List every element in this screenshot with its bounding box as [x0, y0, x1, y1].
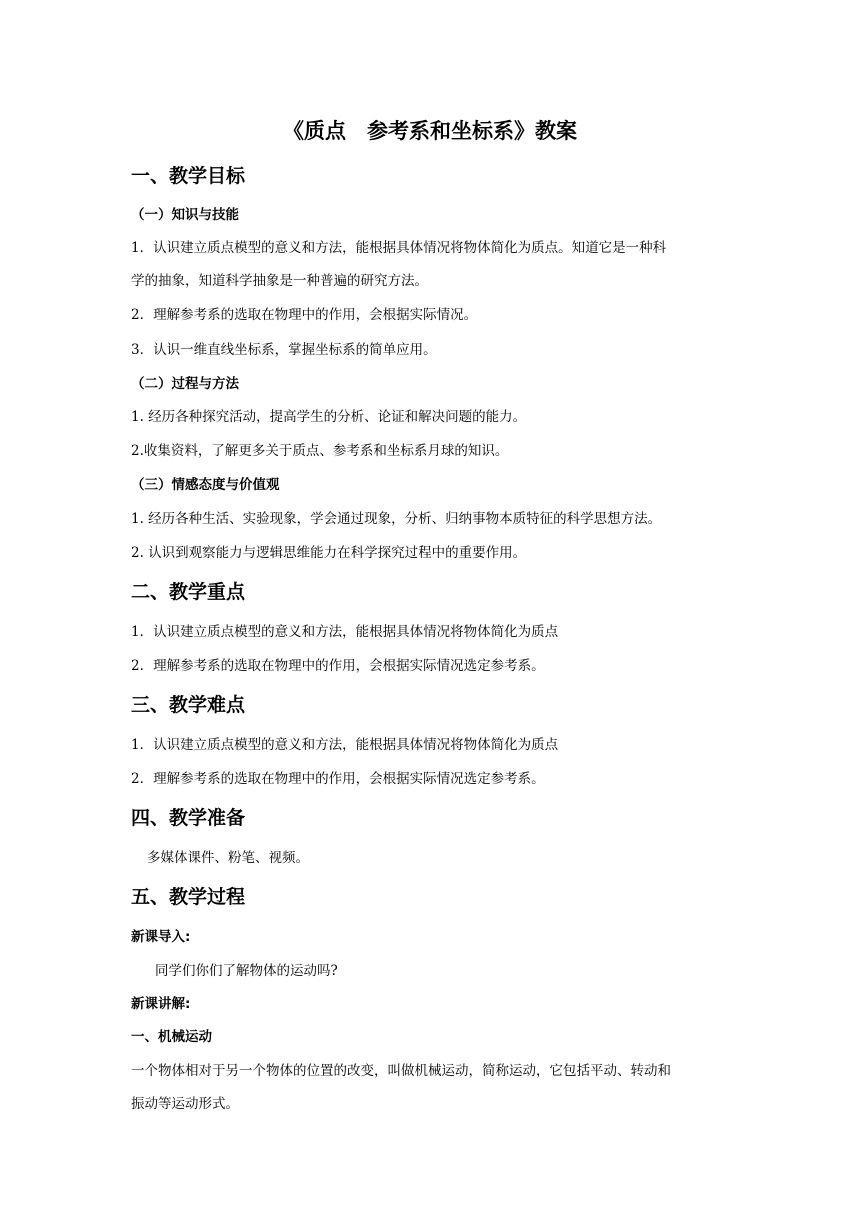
section-heading-procedure: 五、教学过程	[131, 886, 246, 908]
paragraph-line: 振动等运动形式。	[131, 1096, 239, 1112]
document-title: 《质点 参考系和坐标系》教案	[283, 119, 577, 143]
paragraph-line: 2.收集资料，了解更多关于质点、参考系和坐标系月球的知识。	[131, 443, 509, 459]
paragraph-line: 3．认识一维直线坐标系，掌握坐标系的简单应用。	[131, 342, 437, 358]
paragraph-line: 1. 经历各种生活、实验现象，学会通过现象，分析、归纳事物本质特征的科学思想方法。	[131, 511, 662, 527]
paragraph-line: 多媒体课件、粉笔、视频。	[147, 850, 309, 866]
subsection-heading-process: （二）过程与方法	[131, 376, 239, 392]
subheading-lecture: 新课讲解:	[131, 996, 191, 1012]
paragraph-line: 学的抽象，知道科学抽象是一种普遍的研究方法。	[131, 273, 428, 289]
paragraph-line: 1．认识建立质点模型的意义和方法，能根据具体情况将物体简化为质点	[131, 624, 559, 640]
section-heading-difficulties: 三、教学难点	[131, 694, 246, 716]
subsection-heading-emotion: （三）情感态度与价值观	[131, 477, 280, 493]
paragraph-line: 2．理解参考系的选取在物理中的作用，会根据实际情况选定参考系。	[131, 658, 545, 674]
section-heading-goals: 一、教学目标	[131, 165, 246, 187]
paragraph-line: 2．理解参考系的选取在物理中的作用，会根据实际情况。	[131, 307, 478, 323]
paragraph-line: 2．理解参考系的选取在物理中的作用，会根据实际情况选定参考系。	[131, 771, 545, 787]
paragraph-line: 2. 认识到观察能力与逻辑思维能力在科学探究过程中的重要作用。	[131, 545, 527, 561]
subheading-intro: 新课导入:	[131, 929, 191, 945]
section-heading-keypoints: 二、教学重点	[131, 581, 246, 603]
subsection-heading-knowledge: （一）知识与技能	[131, 207, 239, 223]
subheading-mechanical-motion: 一、机械运动	[131, 1029, 212, 1045]
paragraph-line: 一个物体相对于另一个物体的位置的改变，叫做机械运动，简称运动，它包括平动、转动和	[131, 1063, 671, 1079]
paragraph-line: 1. 经历各种探究活动，提高学生的分析、论证和解决问题的能力。	[131, 409, 527, 425]
paragraph-line: 1．认识建立质点模型的意义和方法，能根据具体情况将物体简化为质点	[131, 737, 559, 753]
paragraph-line: 同学们你们了解物体的运动吗?	[155, 963, 338, 979]
paragraph-line: 1．认识建立质点模型的意义和方法，能根据具体情况将物体简化为质点。知道它是一种科	[131, 240, 667, 256]
section-heading-preparation: 四、教学准备	[131, 807, 246, 829]
